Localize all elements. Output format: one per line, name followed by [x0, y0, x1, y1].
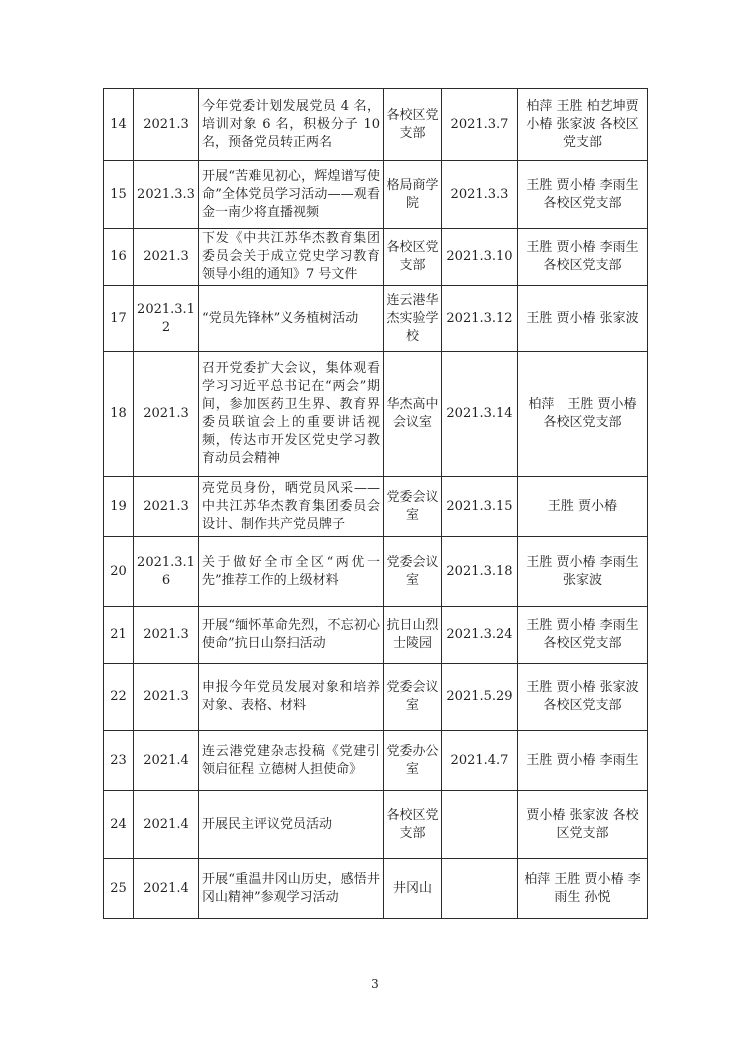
plan-date-cell: 2021.3 [134, 477, 199, 537]
activity-cell: 连云港党建杂志投稿《党建引领启征程 立德树人担使命》 [199, 731, 384, 791]
row-number-cell: 20 [104, 537, 134, 607]
plan-date-cell: 2021.3 [134, 607, 199, 664]
row-number-cell: 25 [104, 859, 134, 919]
table-row [104, 286, 648, 352]
row-number-cell: 21 [104, 607, 134, 664]
row-number-cell: 18 [104, 352, 134, 477]
participants-cell: 王胜 贾小椿 [518, 477, 648, 537]
page-number: 3 [371, 977, 379, 991]
activity-cell: 开展“重温井冈山历史，感悟井冈山精神”参观学习活动 [199, 859, 384, 919]
activity-cell: 申报今年党员发展对象和培养对象、表格、材料 [199, 664, 384, 731]
row-number-cell: 19 [104, 477, 134, 537]
location-cell: 格局商学院 [384, 161, 442, 229]
table-row [104, 89, 648, 161]
completion-date-cell [442, 859, 518, 919]
participants-cell: 王胜 贾小椿 李雨生 [518, 731, 648, 791]
completion-date-cell: 2021.3.3 [442, 161, 518, 229]
activity-cell: 召开党委扩大会议，集体观看学习习近平总书记在“两会”期间，参加医药卫生界、教育界委员联谊会上的重要讲话视频，传达市开发区党史学习教育动员会精神 [199, 352, 384, 477]
table-row [104, 352, 648, 477]
activity-cell: 关于做好全市全区“两优一先”推荐工作的上级材料 [199, 537, 384, 607]
plan-date-cell: 2021.3.16 [134, 537, 199, 607]
table-row [104, 664, 648, 731]
location-cell: 华杰高中会议室 [384, 352, 442, 477]
completion-date-cell: 2021.3.7 [442, 89, 518, 161]
plan-date-cell: 2021.3.3 [134, 161, 199, 229]
participants-cell: 柏萍 王胜 柏艺坤贾小椿 张家波 各校区党支部 [518, 89, 648, 161]
activity-cell: 亮党员身份，晒党员风采——中共江苏华杰教育集团委员会设计、制作共产党员牌子 [199, 477, 384, 537]
table-row [104, 731, 648, 791]
plan-date-cell: 2021.3 [134, 229, 199, 286]
table-row [104, 607, 648, 664]
location-cell: 各校区党支部 [384, 229, 442, 286]
completion-date-cell: 2021.5.29 [442, 664, 518, 731]
completion-date-cell: 2021.4.7 [442, 731, 518, 791]
location-cell: 各校区党支部 [384, 791, 442, 859]
activity-cell: “党员先锋林”义务植树活动 [199, 286, 384, 352]
plan-date-cell: 2021.3 [134, 664, 199, 731]
completion-date-cell: 2021.3.12 [442, 286, 518, 352]
activity-cell: 今年党委计划发展党员 4 名，培训对象 6 名，积极分子 10 名，预备党员转正两名 [199, 89, 384, 161]
location-cell: 井冈山 [384, 859, 442, 919]
activity-cell: 下发《中共江苏华杰教育集团委员会关于成立党史学习教育领导小组的通知》7 号文件 [199, 229, 384, 286]
activities-table [103, 88, 648, 919]
participants-cell: 王胜 贾小椿 张家波 [518, 286, 648, 352]
location-cell: 党委会议室 [384, 537, 442, 607]
plan-date-cell: 2021.3 [134, 89, 199, 161]
participants-cell: 柏萍 王胜 贾小椿 李雨生 孙悦 [518, 859, 648, 919]
plan-date-cell: 2021.4 [134, 791, 199, 859]
activity-cell: 开展民主评议党员活动 [199, 791, 384, 859]
completion-date-cell: 2021.3.15 [442, 477, 518, 537]
row-number-cell: 24 [104, 791, 134, 859]
activity-cell: 开展“苦难见初心，辉煌谱写使命”全体党员学习活动——观看金一南少将直播视频 [199, 161, 384, 229]
plan-date-cell: 2021.3.12 [134, 286, 199, 352]
participants-cell: 王胜 贾小椿 李雨生 各校区党支部 [518, 161, 648, 229]
plan-date-cell: 2021.3 [134, 352, 199, 477]
participants-cell: 柏萍 王胜 贾小椿 各校区党支部 [518, 352, 648, 477]
completion-date-cell: 2021.3.10 [442, 229, 518, 286]
participants-cell: 王胜 贾小椿 李雨生 各校区党支部 [518, 229, 648, 286]
row-number-cell: 22 [104, 664, 134, 731]
plan-date-cell: 2021.4 [134, 859, 199, 919]
completion-date-cell: 2021.3.24 [442, 607, 518, 664]
table-row [104, 229, 648, 286]
completion-date-cell [442, 791, 518, 859]
table-row [104, 859, 648, 919]
location-cell: 连云港华杰实验学校 [384, 286, 442, 352]
location-cell: 党委会议室 [384, 664, 442, 731]
location-cell: 党委办公室 [384, 731, 442, 791]
row-number-cell: 14 [104, 89, 134, 161]
participants-cell: 贾小椿 张家波 各校区党支部 [518, 791, 648, 859]
table-row [104, 791, 648, 859]
row-number-cell: 15 [104, 161, 134, 229]
location-cell: 党委会议室 [384, 477, 442, 537]
row-number-cell: 23 [104, 731, 134, 791]
participants-cell: 王胜 贾小椿 张家波 各校区党支部 [518, 664, 648, 731]
activity-cell: 开展“缅怀革命先烈，不忘初心使命”抗日山祭扫活动 [199, 607, 384, 664]
plan-date-cell: 2021.4 [134, 731, 199, 791]
location-cell: 抗日山烈士陵园 [384, 607, 442, 664]
completion-date-cell: 2021.3.18 [442, 537, 518, 607]
participants-cell: 王胜 贾小椿 李雨生 各校区党支部 [518, 607, 648, 664]
table-row [104, 537, 648, 607]
table-row [104, 477, 648, 537]
participants-cell: 王胜 贾小椿 李雨生 张家波 [518, 537, 648, 607]
completion-date-cell: 2021.3.14 [442, 352, 518, 477]
row-number-cell: 16 [104, 229, 134, 286]
activities-table-body [104, 89, 648, 919]
table-row [104, 161, 648, 229]
row-number-cell: 17 [104, 286, 134, 352]
location-cell: 各校区党支部 [384, 89, 442, 161]
